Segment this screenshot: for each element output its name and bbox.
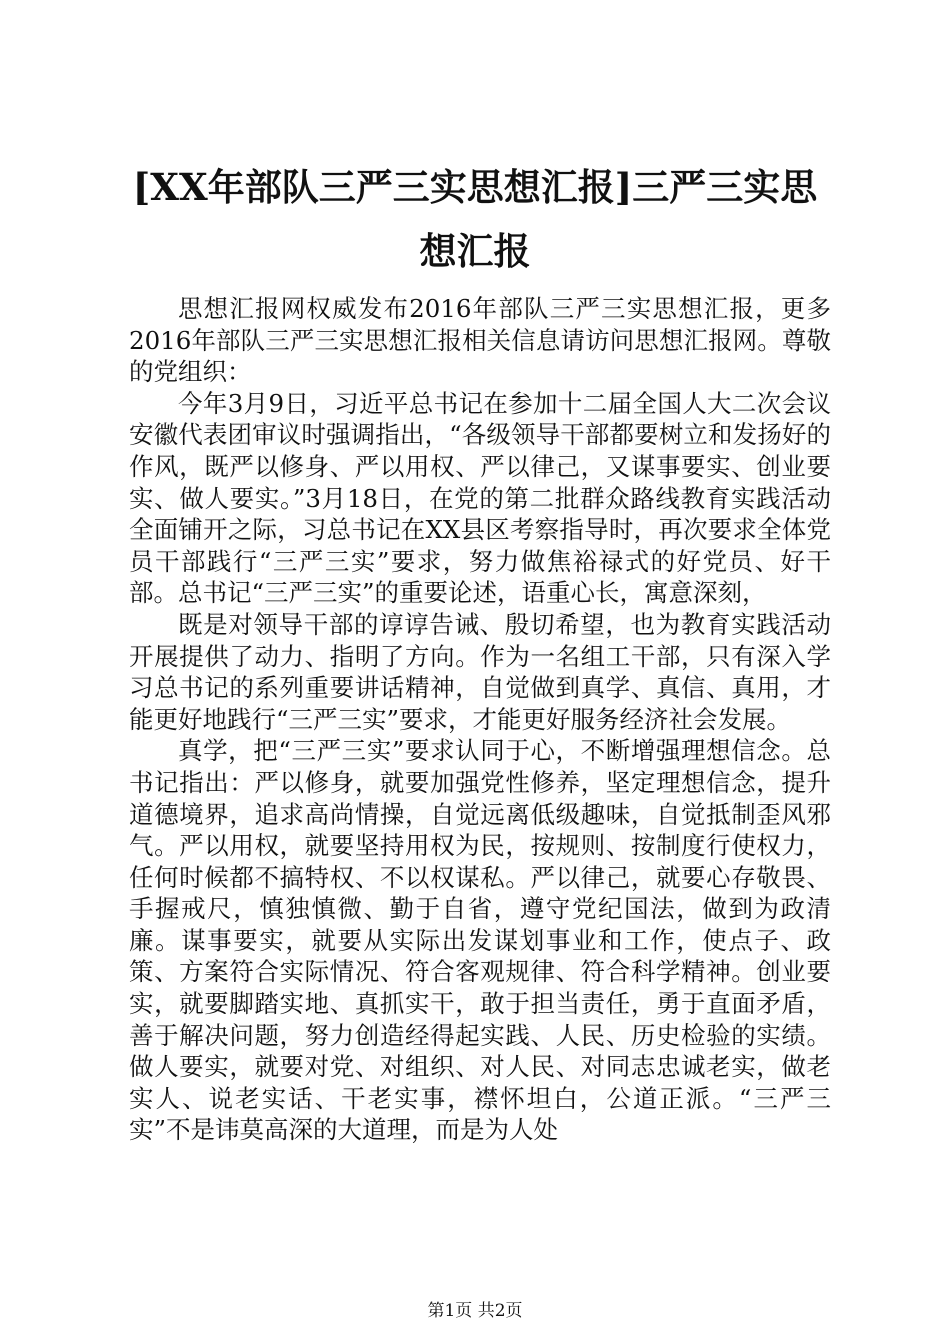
document-body [129,293,831,1146]
paragraph: 思想汇报网权威发布2016年部队三严三实思想汇报，更多2016年部队三严三实思想汇报相关信息请访问思想汇报网。尊敬的党组织： [129,294,831,387]
paragraph: 真学，把“三严三实”要求认同于心，不断增强理想信念。总书记指出：严以修身，就要加强党性修养，坚定理想信念，提升道德境界，追求高尚情操，自觉远离低级趣味，自觉抵制歪风邪气。严以用权，就要坚持用权为民，按规则、按制度行使权力，任何时候都不搞特权、不以权谋私。严以律己，就要心存敬畏、手握戒尺，慎独慎微、勤于自省，遵守党纪国法，做到为政清廉。谋事要实，就要从实际出发谋划事业和工作，使点子、政策、方案符合实际情况、符合客观规律、符合科学精神。创业要实，就要脚踏实地、真抓实干，敢于担当责任，勇于直面矛盾，善于解决问题，努力创造经得起实践、人民、历史检验的实绩。做人要实，就要对党、对组织、对人民、对同志忠诚老实，做老实人、说老实话、干老实事，襟怀坦白，公道正派。“三严三实”不是讳莫高深的大道理，而是为人处 [129,736,831,1145]
paragraph: 今年3月9日，习近平总书记在参加十二届全国人大二次会议安徽代表团审议时强调指出，“各级领导干部都要树立和发扬好的作风，既严以修身、严以用权、严以律己，又谋事要实、创业要实、做人要实。”3月18日，在党的第二批群众路线教育实践活动全面铺开之际，习总书记在XX县区考察指导时，再次要求全体党员干部践行“三严三实”要求，努力做焦裕禄式的好党员、好干部。总书记“三严三实”的重要论述，语重心长，寓意深刻， [129,388,831,608]
document-title: [XX年部队三严三实思想汇报]三严三实思想汇报 [132,165,818,273]
paragraph: 既是对领导干部的谆谆告诫、殷切希望，也为教育实践活动开展提供了动力、指明了方向。作为一名组工干部，只有深入学习总书记的系列重要讲话精神，自觉做到真学、真信、真用，才能更好地践行“三严三实”要求，才能更好服务经济社会发展。 [129,609,831,734]
page-footer: 第1页 共2页 [427,1301,523,1321]
